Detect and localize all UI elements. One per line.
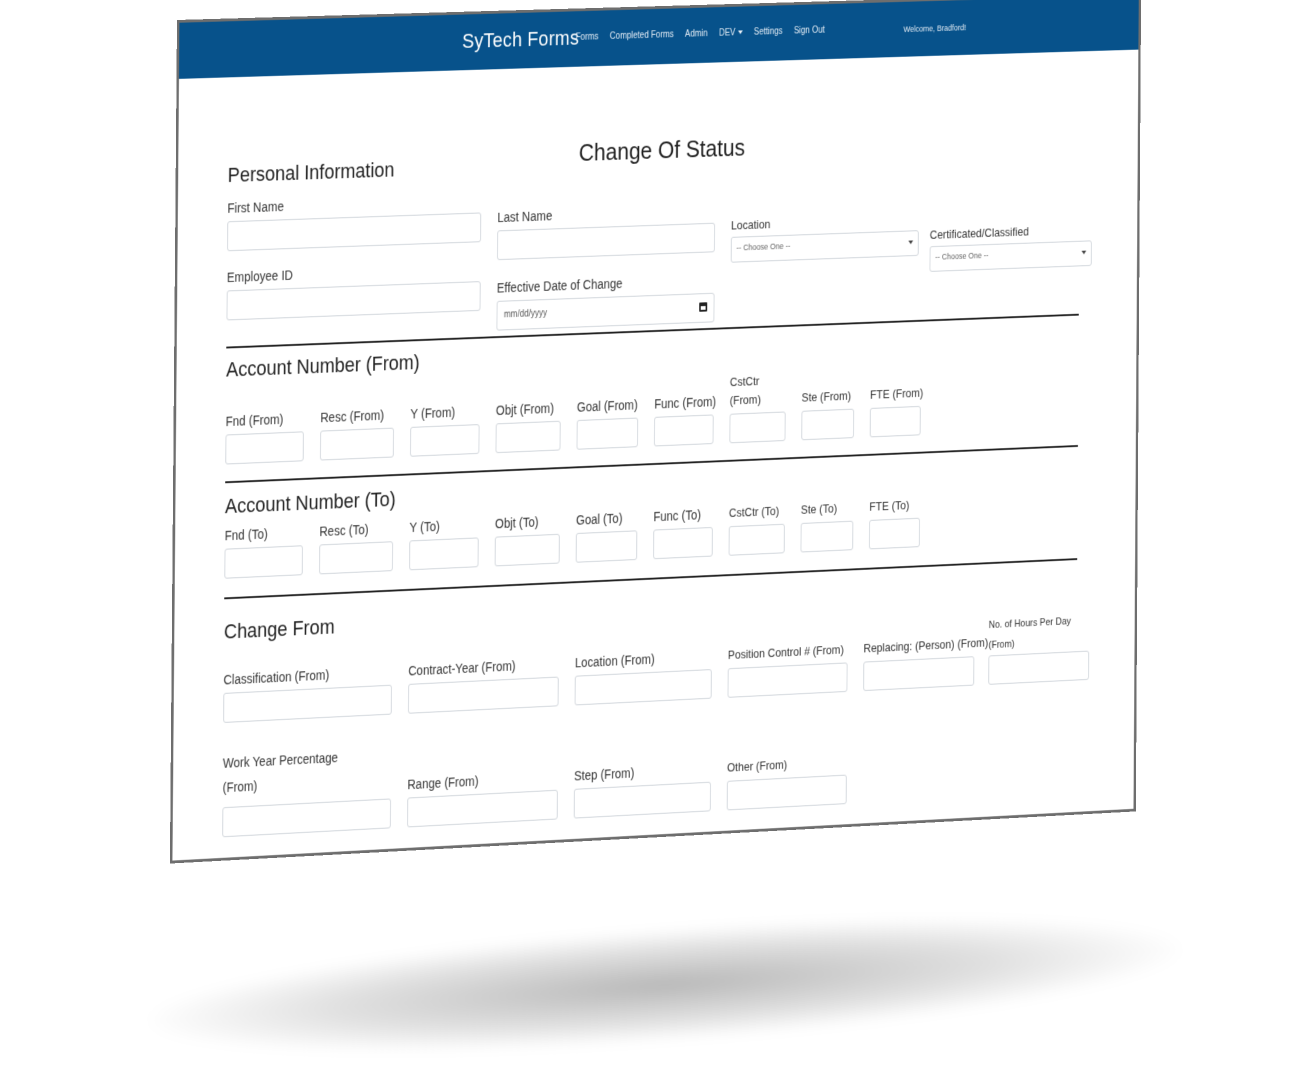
range-from-input[interactable] [407,790,558,828]
account-to-heading: Account Number (To) [224,487,396,518]
y-to-input[interactable] [409,537,478,570]
location-label: Location [730,217,771,233]
position-control-from-input[interactable] [728,662,848,697]
first-name-label: First Name [227,198,284,216]
fte-to-input[interactable] [869,518,920,550]
app-window [170,0,1141,864]
nav-admin[interactable]: Admin [684,28,708,40]
resc-to-label: Resc (To) [319,521,369,539]
position-control-from-label: Position Control # (From) [727,642,844,662]
y-from-label: Y (From) [410,404,456,422]
nav-dev-dropdown[interactable] [719,28,743,39]
ste-from-label: Ste (From) [801,388,852,405]
account-from-heading: Account Number (From) [226,350,420,382]
cstctr-from-label: CstCtr (From) [729,373,761,408]
effective-date-label: Effective Date of Change [496,275,623,296]
cert-class-label: Certificated/Classified [929,224,1029,242]
chevron-down-icon [908,240,913,244]
date-placeholder: mm/dd/yyyy [503,308,548,321]
work-year-pct-from-label: Work Year Percentage (From) [222,749,339,796]
goal-from-input[interactable] [577,418,639,450]
ste-to-input[interactable] [801,521,854,553]
goal-to-input[interactable] [576,530,638,562]
nav-completed-forms[interactable]: Completed Forms [609,29,674,42]
calendar-icon[interactable] [699,302,707,312]
classification-from-label: Classification (From) [223,667,330,688]
func-to-input[interactable] [653,527,713,559]
objt-from-input[interactable] [496,421,561,453]
cert-class-select[interactable] [930,240,1092,272]
personal-info-heading: Personal Information [227,157,395,187]
classification-from-input[interactable] [223,685,392,723]
navbar [179,0,1139,79]
func-from-input[interactable] [654,414,714,446]
objt-from-label: Objt (From) [495,400,554,418]
fnd-from-input[interactable] [225,431,303,464]
location-select[interactable] [731,230,919,263]
nav-settings[interactable]: Settings [753,26,783,38]
welcome-text: Welcome, Bradford! [903,22,967,34]
nav-links [576,25,825,43]
cert-class-select-value: -- Choose One -- [935,250,989,262]
ste-from-input[interactable] [801,409,854,441]
fnd-to-label: Fnd (To) [224,526,268,544]
fte-from-input[interactable] [870,406,921,437]
resc-from-input[interactable] [320,428,394,461]
goal-from-label: Goal (From) [576,397,638,415]
step-from-label: Step (From) [574,765,635,784]
location-from-input[interactable] [575,669,712,705]
brand-logo[interactable]: SyTech Forms [462,25,580,53]
last-name-label: Last Name [497,208,553,225]
fnd-to-input[interactable] [224,545,303,578]
other-from-input[interactable] [727,775,847,811]
fnd-from-label: Fnd (From) [225,411,284,429]
location-select-value: -- Choose One -- [736,241,791,253]
hours-per-day-from-label: No. of Hours Per Day (From) [988,615,1071,651]
change-from-heading: Change From [223,614,335,644]
nav-sign-out[interactable]: Sign Out [793,25,825,37]
replacing-from-input[interactable] [863,656,974,691]
work-year-pct-from-input[interactable] [222,798,391,837]
goal-to-label: Goal (To) [575,510,623,528]
page-title: Change Of Status [578,133,746,167]
last-name-input[interactable] [497,223,715,260]
chevron-down-icon [738,31,743,35]
location-from-label: Location (From) [574,651,655,671]
effective-date-input[interactable] [496,293,714,331]
func-to-label: Func (To) [653,507,702,525]
y-to-label: Y (To) [409,518,440,535]
hours-per-day-from-input[interactable] [988,651,1089,685]
y-from-input[interactable] [410,424,479,457]
fte-to-label: FTE (To) [869,498,910,514]
employee-id-input[interactable] [227,281,481,320]
first-name-input[interactable] [227,212,481,251]
cstctr-to-input[interactable] [729,524,785,556]
drop-shadow [147,894,1182,1076]
cstctr-from-input[interactable] [729,411,785,443]
ste-to-label: Ste (To) [800,501,838,517]
range-from-label: Range (From) [407,773,479,793]
fte-from-label: FTE (From) [870,385,924,402]
nav-forms[interactable]: Forms [575,31,599,43]
resc-from-label: Resc (From) [320,407,385,426]
contract-year-from-label: Contract-Year (From) [408,658,516,679]
replacing-from-label: Replacing: (Person) (From) [863,635,989,656]
resc-to-input[interactable] [319,541,393,574]
employee-id-label: Employee ID [226,267,293,285]
step-from-input[interactable] [574,782,711,819]
nav-dev-label: DEV [718,27,736,39]
contract-year-from-input[interactable] [408,677,559,714]
func-from-label: Func (From) [654,394,717,412]
chevron-down-icon [1082,251,1087,255]
other-from-label: Other (From) [727,757,788,775]
objt-to-input[interactable] [495,534,560,567]
cstctr-to-label: CstCtr (To) [728,503,780,520]
objt-to-label: Objt (To) [494,514,539,532]
